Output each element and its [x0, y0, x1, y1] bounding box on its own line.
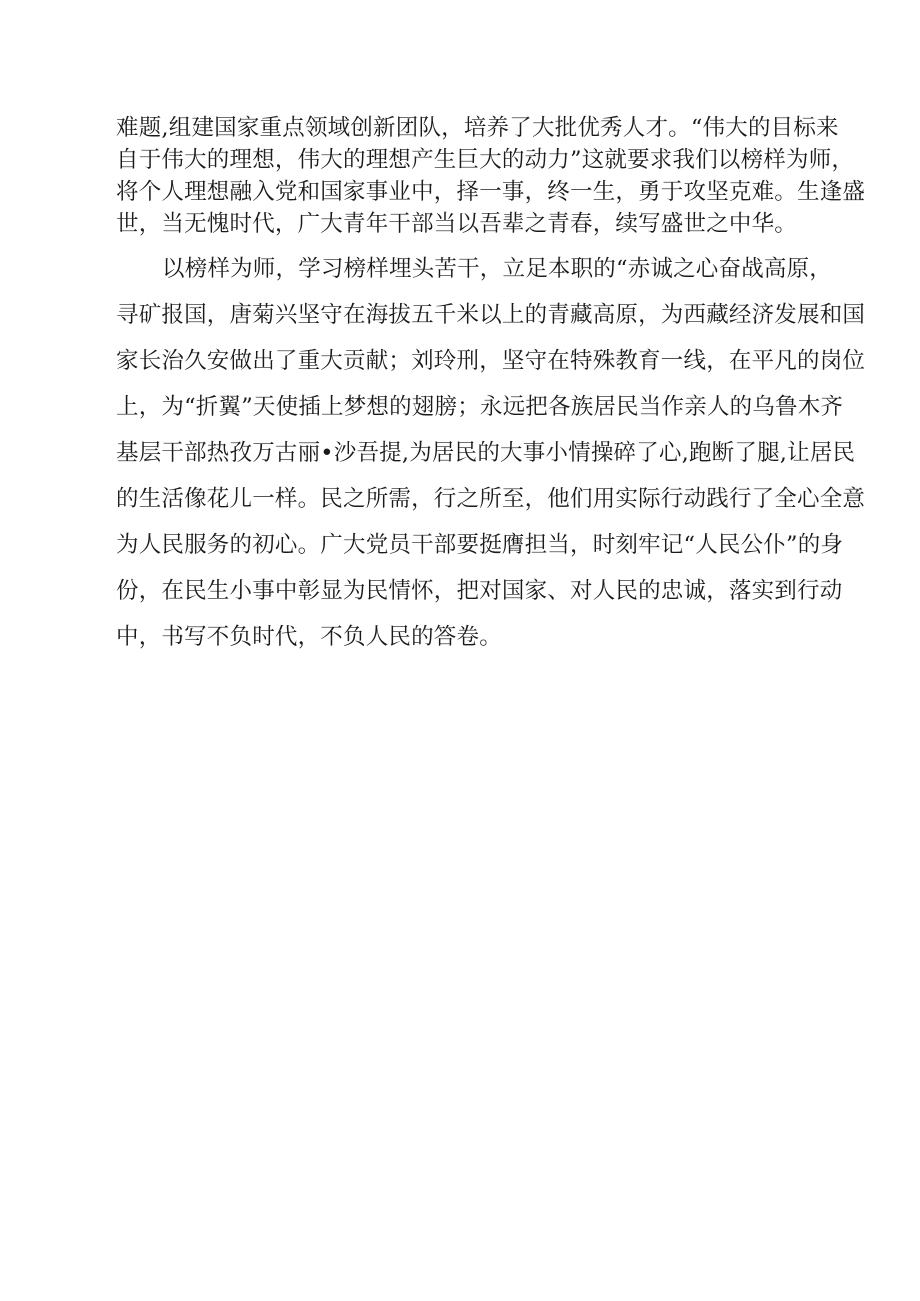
paragraph-line: 以榜样为师，学习榜样埋头苦干，立足本职的“赤诚之心奋战高原， — [162, 256, 833, 282]
paragraph-1 — [116, 112, 866, 240]
paragraph-line: 基层干部热孜万古丽•沙吾提,为居民的大事小情操碎了心,跑断了腿,让居民 — [116, 440, 856, 466]
paragraph-2 — [116, 246, 866, 660]
paragraph-line: 自于伟大的理想，伟大的理想产生巨大的动力”这就要求我们以榜样为师， — [116, 147, 855, 173]
paragraph-line: 难题,组建国家重点领域创新团队，培养了大批优秀人才。“伟大的目标来 — [116, 115, 839, 141]
paragraph-line: 上，为“折翼”天使插上梦想的翅膀；永远把各族居民当作亲人的乌鲁木齐 — [116, 394, 844, 420]
paragraph-line: 中，书写不负时代，不负人民的答卷。 — [116, 624, 502, 650]
paragraph-line: 为人民服务的初心。广大党员干部要挺膺担当，时刻牢记“人民公仆”的身 — [116, 532, 844, 558]
paragraph-line: 的生活像花儿一样。民之所需，行之所至，他们用实际行动践行了全心全意 — [116, 486, 866, 512]
paragraph-line: 份，在民生小事中彰显为民情怀，把对国家、对人民的忠诚，落实到行动 — [116, 578, 843, 604]
paragraph-line: 世，当无愧时代，广大青年干部当以吾辈之青春，续写盛世之中华。 — [116, 211, 798, 237]
paragraph-line: 家长治久安做出了重大贡献；刘玲刑，坚守在特殊教育一线，在平凡的岗位 — [116, 348, 866, 374]
paragraph-line: 将个人理想融入党和国家事业中，择一事，终一生，勇于攻坚克难。生逢盛 — [116, 179, 866, 205]
paragraph-line: 寻矿报国，唐菊兴坚守在海拔五千米以上的青藏高原，为西藏经济发展和国 — [116, 302, 866, 328]
